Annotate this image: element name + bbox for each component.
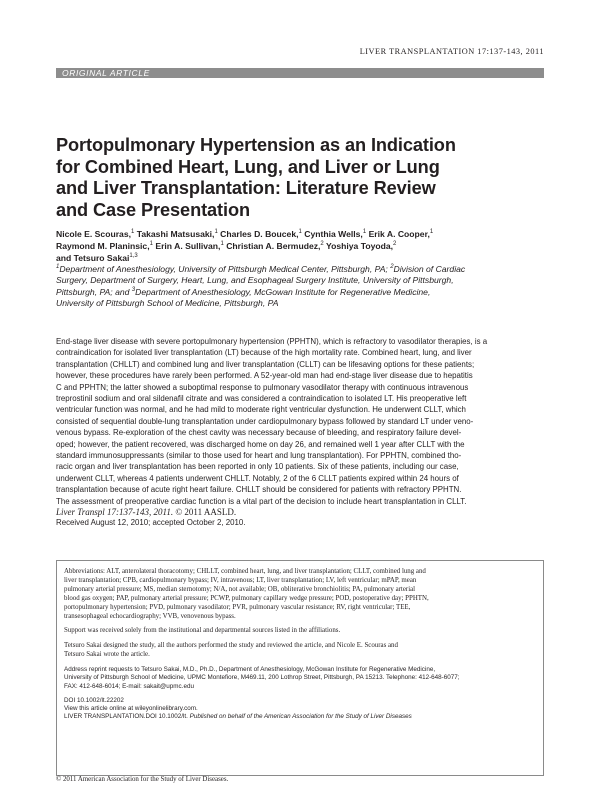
affiliations [56, 264, 546, 310]
address-line: Address reprint requests to Tetsuro Sakai, M.D., Ph.D., Department of Anesthesiology, McGowan Institute for Regenerative Medicine, [64, 666, 436, 674]
address-line: FAX: 412-648-6014; E-mail: sakait@upmc.edu [64, 682, 194, 690]
affiliation-line [56, 264, 546, 275]
title-line: Portopulmonary Hypertension as an Indication [56, 135, 456, 155]
author-name: Erik A. Cooper, [368, 229, 430, 239]
author-affiliation-mark: 1 [429, 229, 434, 236]
abstract-line: transplantation because of acute right heart failure. CHLLT should be considered for patients with refractory PPHTN. [56, 485, 462, 495]
author-affiliation-mark: 1 [131, 229, 135, 236]
abstract-line: End-stage liver disease with severe portopulmonary hypertension (PPHTN), which is refractory to vasodilator therapies, is a [56, 337, 488, 346]
affiliation-text: Department of Anesthesiology, University of Pittsburgh Medical Center, Pittsburgh, PA; [59, 264, 391, 274]
affiliation-mark: 3 [131, 286, 136, 293]
article-title [56, 135, 546, 221]
section-bar [56, 68, 544, 78]
doi-info [64, 697, 538, 722]
received-dates: Received August 12, 2010; accepted October 2, 2010. [56, 518, 246, 527]
abbreviations-line: Abbreviations: ALT, anterolateral thoracotomy; CHLLT, combined heart, lung, and liver transplantation; CLLT, combined lung and [64, 568, 426, 575]
author-affiliation-mark: 1 [220, 241, 224, 248]
author-affiliation-mark: 2 [393, 241, 397, 248]
abstract-line: ventricular function was normal, and he had mild to moderate right ventricular dysfunction. He underwent CLLT, which [56, 405, 466, 415]
running-head: LIVER TRANSPLANTATION 17:137-143, 2011 [359, 47, 544, 56]
footnote-box [56, 560, 544, 776]
reprint-address [64, 666, 538, 691]
author-name: Yoshiya Toyoda, [326, 240, 394, 251]
abbreviations-line: liver transplantation; CPB, cardiopulmonary bypass; IV, intravenous; LT, liver transplantation; LV, left ventricular; mPAP, mean [64, 576, 417, 584]
author-affiliation-mark: 1 [298, 229, 302, 236]
author-affiliation-mark: 2 [320, 241, 324, 248]
abbreviations-line: transesophageal echocardiography; VVB, venovenous bypass. [64, 612, 236, 620]
abstract-line: C and PPHTN; the latter showed a suboptimal response to pulmonary vasodilator therapy with continuous intravenous [56, 382, 469, 392]
abstract-line: contraindication for isolated liver transplantation (LT) because of the high mortality rate. Combined heart, lung, and liver [56, 348, 472, 358]
section-label: ORIGINAL ARTICLE [62, 68, 150, 78]
abbreviations [64, 568, 538, 621]
contributions-line: Tetsuro Sakai designed the study, all the authors performed the study and reviewed the article, and Nicole E. Scouras and [64, 642, 398, 650]
affiliation-text: Pittsburgh, PA; and [56, 286, 132, 297]
affiliation-mark: 2 [390, 264, 394, 271]
contributions-line: Tetsuro Sakai wrote the article. [64, 651, 150, 659]
author-affiliation-mark: 1 [214, 229, 218, 236]
publisher-doi: LIVER TRANSPLANTATION.DOI 10.1002/lt. [64, 713, 188, 721]
journal-citation [56, 507, 548, 518]
address-line: University of Pittsburgh School of Medicine, UPMC Montefiore, M469.11, 200 Lothrop Street, Pittsburgh, PA 15213. Telephone: 412-648-6077; [64, 674, 460, 682]
author-line [56, 241, 546, 253]
affiliation-line [56, 287, 546, 298]
abstract-line: treprostinil sodium and oral sildenafil citrate and was considered a contraindication to isolated LT. His preoperative left [56, 394, 467, 404]
abstract-line: racic organ and liver transplantation has been reported in only 10 patients. Six of these patients, including our case, [56, 462, 459, 472]
author-name: and Tetsuro Sakai [56, 252, 130, 263]
author-name: Raymond M. Planinsic, [56, 240, 150, 251]
abstract-line: standard immunosuppressants (similar to those used for heart and lung transplantation). For PPHTN, combined tho- [56, 451, 462, 461]
author-line [56, 229, 546, 241]
author-list [56, 229, 546, 265]
author-name: Christian A. Bermudez, [226, 240, 321, 251]
abstract-line: The assessment of preoperative cardiac function is a vital part of the decision to include heart transplantation in CLLT. [56, 496, 467, 506]
affiliation-mark: 1 [56, 264, 60, 271]
abstract-line: venous bypass. Re-exploration of the chest cavity was necessary because of bleeding, and respiratory failure devel- [56, 428, 462, 438]
author-affiliation-mark: 1,3 [129, 252, 138, 259]
doi-line: DOI 10.1002/lt.22202 [64, 696, 124, 704]
citation-journal: Liver Transpl 17:137-143, 2011. [56, 507, 174, 518]
abbreviations-line: portopulmonary hypertension; PVD, pulmonary vasodilator; PVR, pulmonary vascular resistance; RV, right ventricular; TEE, [64, 603, 411, 611]
title-line: and Case Presentation [56, 199, 250, 220]
abbreviations-line: blood gas oxygen; PAP, pulmonary arterial pressure; PCWP, pulmonary capillary wedge pressure; POD, postoperative day; PPHTN, [64, 594, 429, 602]
author-affiliation-mark: 1 [149, 241, 153, 248]
author-name: Nicole E. Scouras, [56, 229, 131, 239]
abbreviations-line: pulmonary arterial pressure; MS, median sternotomy; N/A, not available; OB, obliterative bronchiolitis; PA, pulmonary arterial [64, 585, 416, 593]
affiliation-line: Surgery, Department of Surgery, Heart, Lung, and Esophageal Surgery Institute, University of Pittsburgh, [56, 275, 454, 286]
support-statement: Support was received solely from the institutional and departmental sources listed in the affiliations. [64, 627, 341, 635]
publisher-line [64, 713, 538, 721]
affiliation-text: Department of Anesthesiology, McGowan Institute for Regenerative Medicine, [135, 286, 431, 297]
author-name: Charles D. Boucek, [220, 229, 299, 239]
abstract-line: transplantation (CHLLT) and combined lung and liver transplantation (CLLT) can be lifesaving options for these patients; [56, 359, 475, 369]
author-name: Cynthia Wells, [304, 229, 363, 239]
abstract-line: consisted of sequential double-lung transplantation under cardiopulmonary bypass followed by standard LT under veno- [56, 416, 474, 426]
title-line: for Combined Heart, Lung, and Liver or Lung [56, 156, 440, 177]
citation-copyright: © 2011 AASLD. [175, 507, 237, 518]
author-contributions [64, 642, 538, 660]
abstract-line: oped; however, the patient recovered, was discharged home on day 26, and remained well 1 year after CLLT with the [56, 439, 465, 449]
author-name: Erin A. Sullivan, [155, 240, 221, 251]
author-name: Takashi Matsusaki, [136, 229, 215, 239]
affiliation-line: University of Pittsburgh School of Medicine, Pittsburgh, PA [56, 298, 279, 309]
affiliation-text: Division of Cardiac [393, 264, 466, 274]
abstract [56, 336, 548, 519]
author-affiliation-mark: 1 [362, 229, 367, 236]
author-line [56, 253, 546, 265]
publisher-note: Published on behalf of the American Association for the Study of Liver Diseases [187, 713, 412, 721]
abstract-line: however, these procedures have rarely been performed. A 52-year-old man had end-stage liver disease due to hepatitis [56, 371, 473, 381]
copyright-footer: © 2011 American Association for the Study of Liver Diseases. [56, 776, 229, 783]
doi-line: View this article online at wileyonlinelibrary.com. [64, 704, 198, 712]
abstract-line: underwent CLLT, whereas 4 patients underwent CHLLT. Notably, 2 of the 6 CLLT patients expired within 24 hours of [56, 473, 459, 483]
title-line: and Liver Transplantation: Literature Review [56, 178, 436, 199]
